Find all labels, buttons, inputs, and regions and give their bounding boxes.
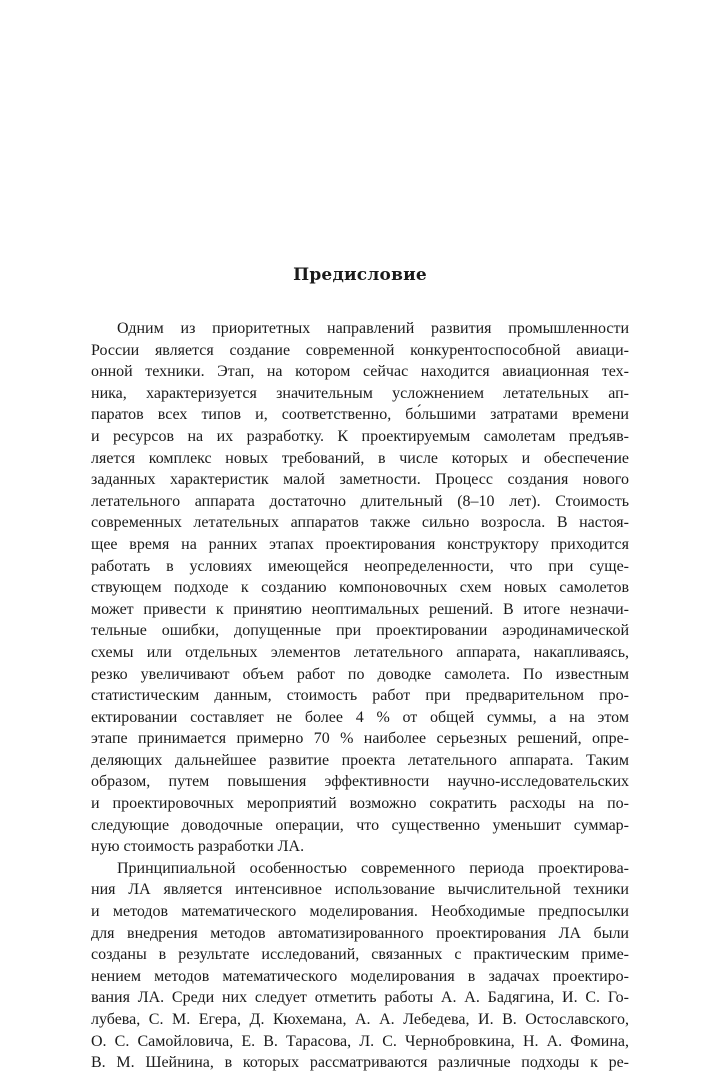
text-line: ствующем подходе к созданию компоновочных схем новых самолетов bbox=[91, 579, 629, 597]
body-text bbox=[91, 318, 629, 1074]
text-line: В. М. Шейнина, в которых рассматриваются различные подходы к ре- bbox=[91, 1054, 629, 1072]
paragraph-1 bbox=[91, 318, 629, 858]
text-line: современных летательных аппаратов также сильно возросла. В настоя- bbox=[91, 514, 629, 532]
text-line: летательного аппарата достаточно длительный (8–10 лет). Стоимость bbox=[91, 492, 629, 510]
text-line: образом, путем повышения эффективности научно-исследовательских bbox=[91, 773, 629, 791]
text-line: щее время на ранних этапах проектирования конструктору приходится bbox=[91, 535, 629, 553]
text-line: ния ЛА является интенсивное использование вычислительной техники bbox=[91, 881, 629, 899]
text-line: работать в условиях имеющейся неопределенности, что при суще- bbox=[91, 557, 629, 575]
text-line: нением методов математического моделирования в задачах проектиро- bbox=[91, 967, 629, 985]
text-line: для внедрения методов автоматизированного проектирования ЛА были bbox=[91, 924, 629, 942]
text-line: ляется комплекс новых требований, в числе которых и обеспечение bbox=[91, 449, 629, 467]
text-line: ную стоимость разработки ЛА. bbox=[91, 838, 305, 856]
text-line: лубева, С. М. Егера, Д. Кюхемана, А. А. Лебедева, И. В. Остославского, bbox=[91, 1011, 629, 1028]
text-line: созданы в результате исследований, связанных с практическим приме- bbox=[91, 946, 629, 964]
text-line: Принципиальной особенностью современного периода проектирова- bbox=[117, 859, 629, 877]
text-line: заданных характеристик малой заметности. Процесс создания нового bbox=[91, 471, 629, 489]
text-line: и проектировочных мероприятий возможно сократить расходы на по- bbox=[91, 795, 629, 813]
text-line: может привести к принятию неоптимальных решений. В итоге незначи- bbox=[91, 600, 629, 618]
text-line: России является создание современной конкурентоспособной авиаци- bbox=[91, 341, 629, 359]
text-line: деляющих дальнейшее развитие проекта летательного аппарата. Таким bbox=[91, 751, 629, 769]
text-line: Одним из приоритетных направлений развития промышленности bbox=[117, 320, 629, 337]
text-line: этапе принимается примерно 70 % наиболее серьезных решений, опре- bbox=[91, 730, 629, 748]
text-line: онной техники. Этап, на котором сейчас находится авиационная тех- bbox=[91, 363, 629, 381]
text-line: О. С. Самойловича, Е. В. Тарасова, Л. С. Чернобровкина, Н. А. Фомина, bbox=[91, 1032, 629, 1050]
text-line: ника, характеризуется значительным усложнением летательных ап- bbox=[91, 384, 629, 402]
text-line: и методов математического моделирования. Необходимые предпосылки bbox=[91, 903, 629, 921]
page-heading: Предисловие bbox=[293, 265, 427, 285]
text-line: резко увеличивают объем работ по доводке самолета. По известным bbox=[91, 665, 629, 683]
text-line: тельные ошибки, допущенные при проектировании аэродинамической bbox=[91, 622, 629, 640]
text-line: паратов всех типов и, соответственно, бо́льшими затратами времени bbox=[91, 406, 629, 424]
text-line: схемы или отдельных элементов летательного аппарата, накапливаясь, bbox=[91, 643, 629, 661]
text-line: и ресурсов на их разработку. К проектируемым самолетам предъяв- bbox=[91, 427, 629, 445]
paragraph-2 bbox=[91, 858, 629, 1074]
text-line: ектировании составляет не более 4 % от общей суммы, а на этом bbox=[91, 708, 629, 726]
text-line: следующие доводочные операции, что существенно уменьшит суммар- bbox=[91, 816, 629, 834]
text-line: статистическим данным, стоимость работ при предварительном про- bbox=[91, 687, 629, 705]
text-line: вания ЛА. Среди них следует отметить работы А. А. Бадягина, И. С. Го- bbox=[91, 989, 629, 1007]
